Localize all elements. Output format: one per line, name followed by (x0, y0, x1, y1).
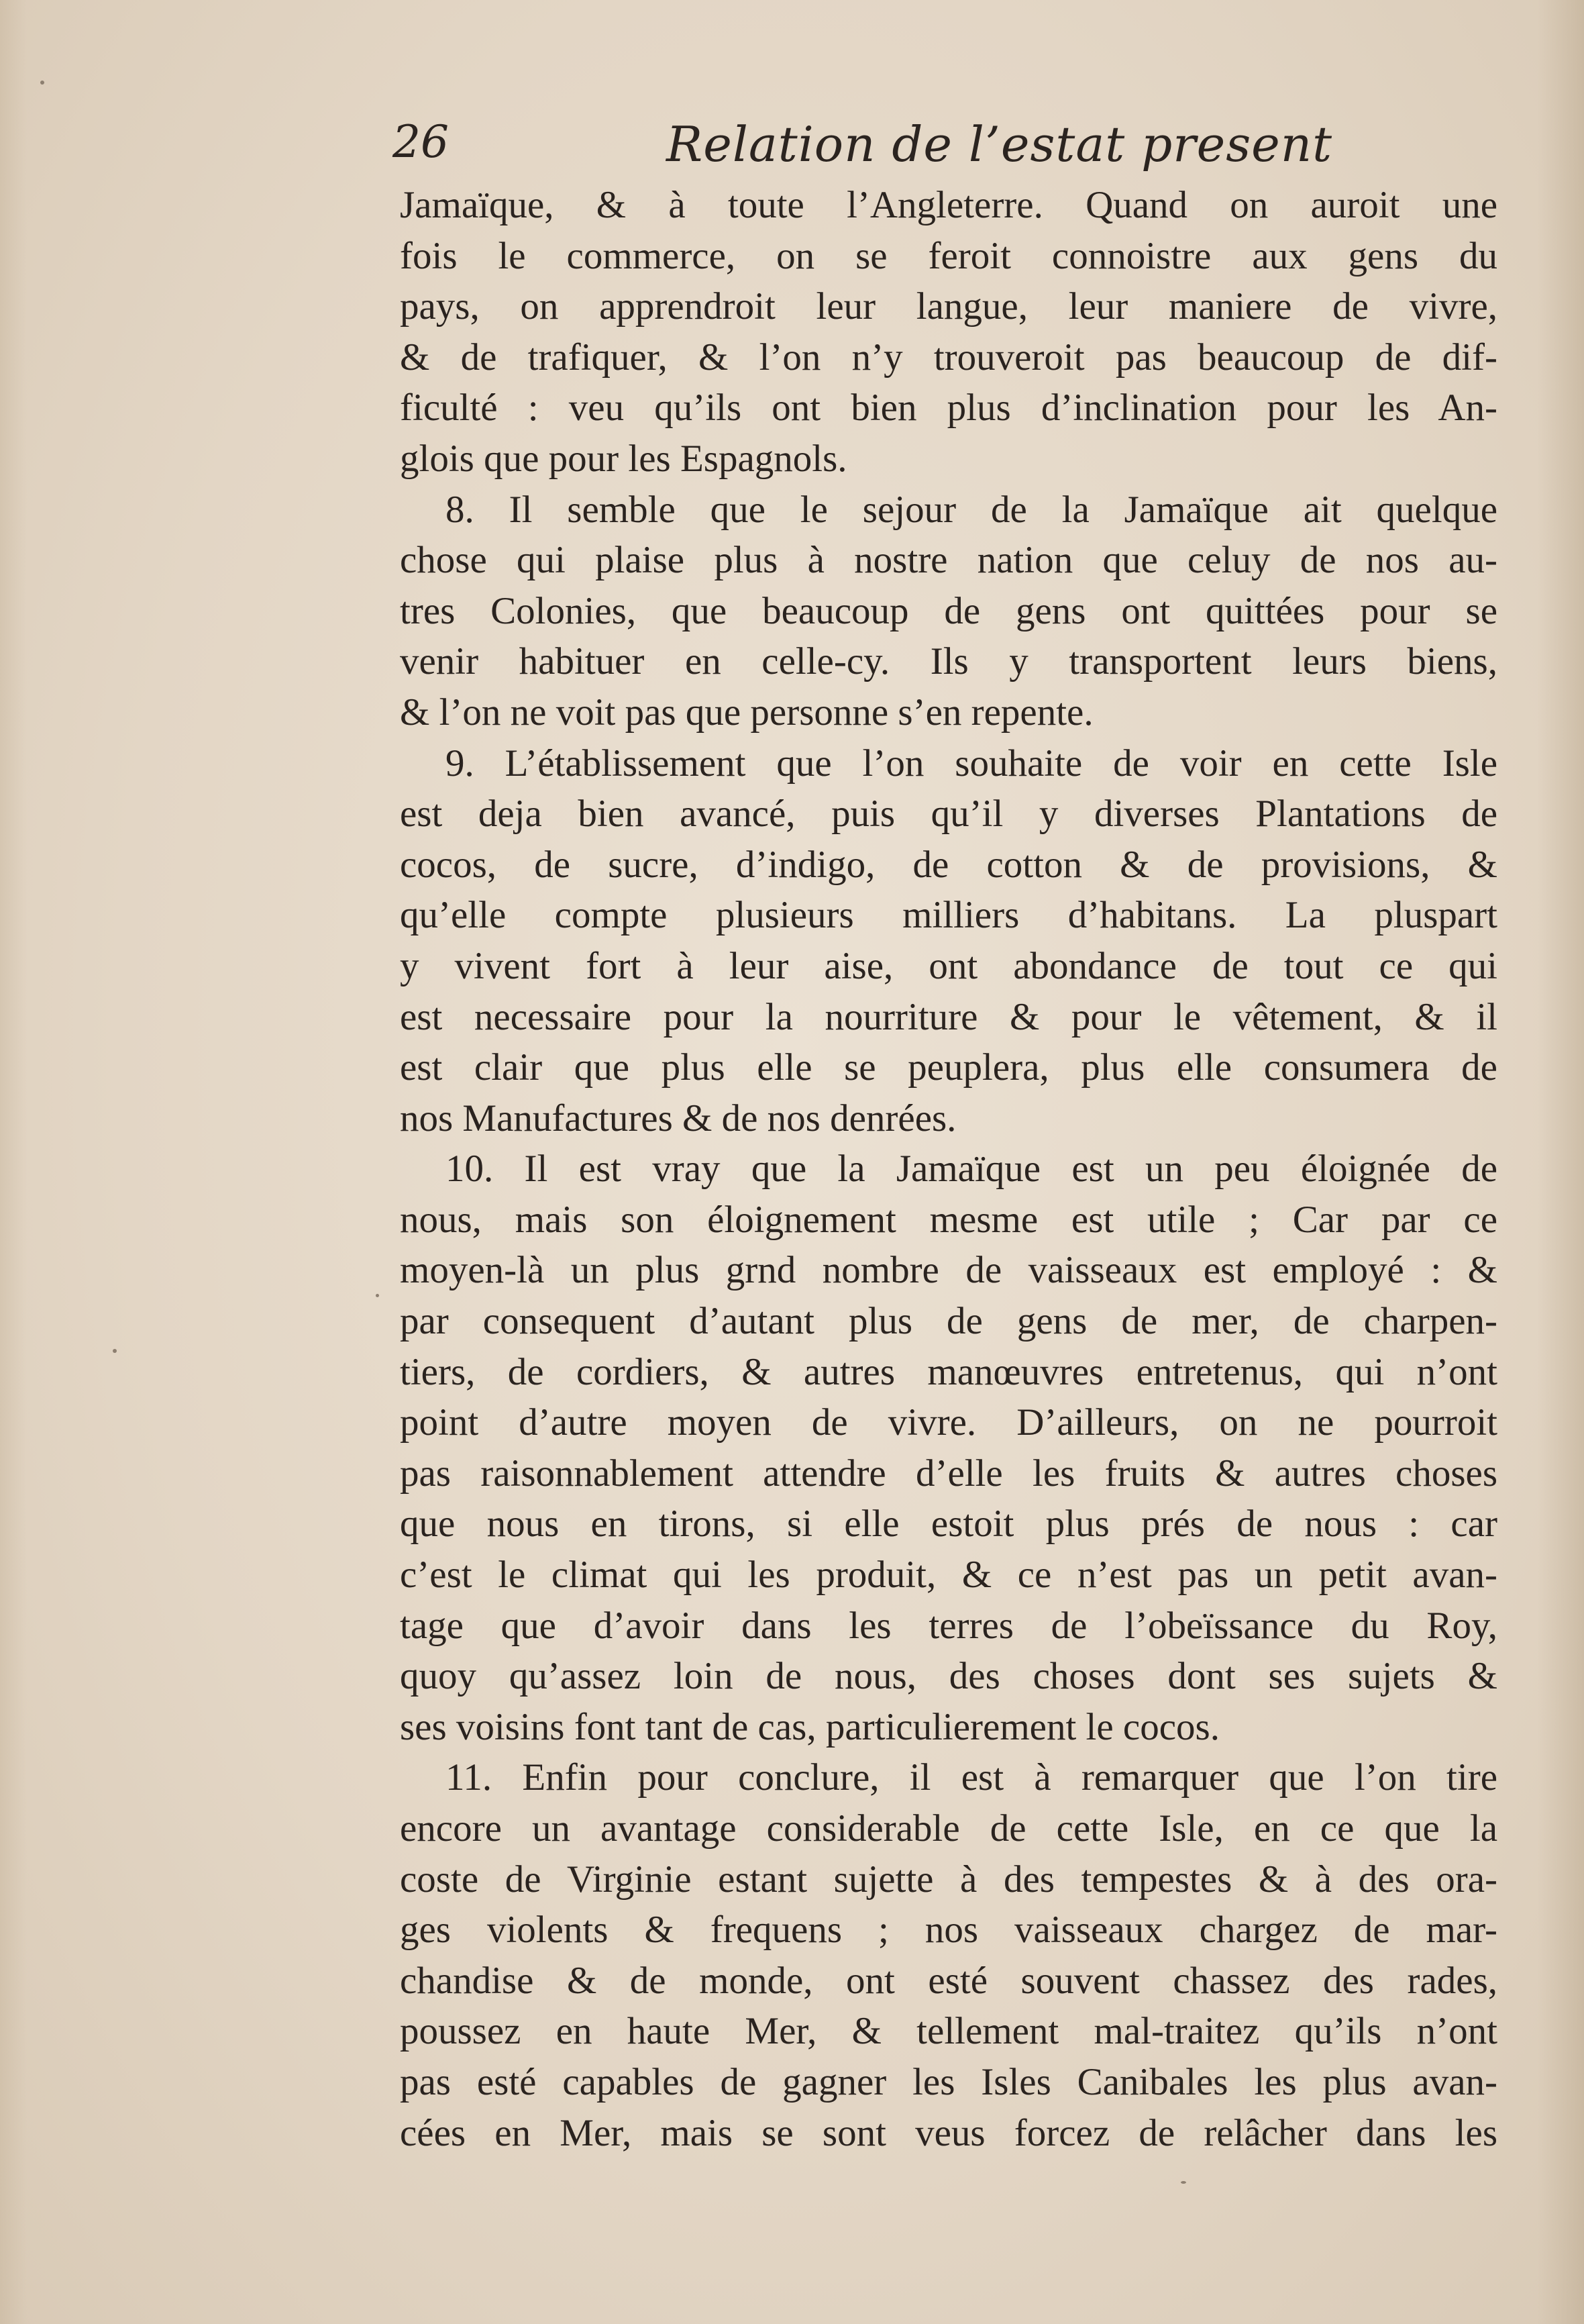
text-line: cées en Mer, mais se sont veus forcez de relâcher dans les (400, 2111, 1497, 2154)
text-line: 10. Il est vray que la Jamaïque est un peu éloignée de (445, 1148, 1497, 1191)
text-line: fois le commerce, on se feroit connoistre aux gens du (400, 234, 1497, 277)
text-line: tres Colonies, que beaucoup de gens ont quittées pour se (400, 589, 1497, 632)
text-line: 11. Enfin pour conclure, il est à remarquer que l’on tire (445, 1756, 1497, 1799)
text-line: pas raisonnablement attendre d’elle les fruits & autres choses (400, 1452, 1497, 1495)
text-line: poussez en haute Mer, & tellement mal-traitez qu’ils n’ont (400, 2010, 1497, 2053)
text-line: coste de Virginie estant sujette à des tempestes & à des ora- (400, 1858, 1497, 1901)
text-line: est necessaire pour la nourriture & pour le vêtement, & il (400, 995, 1497, 1038)
text-line: venir habituer en celle-cy. Ils y transportent leurs biens, (400, 640, 1497, 683)
text-line: glois que pour les Espagnols. (400, 437, 847, 480)
text-line: cocos, de sucre, d’indigo, de cotton & de provisions, & (400, 843, 1497, 886)
text-line: pays, on apprendroit leur langue, leur maniere de vivre, (400, 285, 1497, 328)
text-line: ses voisins font tant de cas, particulierement le cocos. (400, 1705, 1220, 1748)
text-line: nos Manufactures & de nos denrées. (400, 1097, 957, 1140)
text-line: tage que d’avoir dans les terres de l’obeïssance du Roy, (400, 1604, 1497, 1647)
paper-speck (1181, 2181, 1186, 2184)
text-line: y vivent fort à leur aise, ont abondance de tout ce qui (400, 944, 1497, 987)
text-line: moyen-là un plus grnd nombre de vaisseaux est employé : & (400, 1249, 1497, 1292)
text-line: chose qui plaise plus à nostre nation que celuy de nos au- (400, 539, 1497, 582)
text-line: & de trafiquer, & l’on n’y trouveroit pas beaucoup de dif- (400, 336, 1497, 378)
text-line: ges violents & frequens ; nos vaisseaux chargez de mar- (400, 1909, 1497, 1952)
text-line: ficulté : veu qu’ils ont bien plus d’inclination pour les An- (400, 387, 1497, 430)
text-line: c’est le climat qui les produit, & ce n’est pas un petit avan- (400, 1554, 1497, 1597)
page-right-shadow (1537, 0, 1584, 2324)
text-line: & l’on ne voit pas que personne s’en repente. (400, 691, 1094, 734)
text-line: par consequent d’autant plus de gens de mer, de charpen- (400, 1300, 1497, 1343)
text-line: est deja bien avancé, puis qu’il y diverses Plantations de (400, 793, 1497, 836)
page-left-shadow (0, 0, 27, 2324)
text-line: Jamaïque, & à toute l’Angleterre. Quand on auroit une (400, 184, 1497, 226)
text-line: est clair que plus elle se peuplera, plus elle consumera de (400, 1046, 1497, 1089)
paper-speck (376, 1294, 379, 1297)
body-text (400, 180, 1497, 2158)
text-line: 8. Il semble que le sejour de la Jamaïque ait quelque (445, 488, 1497, 531)
text-line: pas esté capables de gagner les Isles Canibales les plus avan- (400, 2060, 1497, 2103)
text-line: que nous en tirons, si elle estoit plus prés de nous : car (400, 1503, 1497, 1546)
text-line: tiers, de cordiers, & autres manœuvres entretenus, qui n’ont (400, 1350, 1497, 1393)
page-number: 26 (392, 116, 449, 168)
text-line: quoy qu’assez loin de nous, des choses dont ses sujets & (400, 1655, 1497, 1698)
text-line: qu’elle compte plusieurs milliers d’habitans. La pluspart (400, 894, 1497, 937)
paper-speck (40, 81, 44, 85)
running-title: Relation de l’estat present (666, 116, 1333, 172)
text-line: point d’autre moyen de vivre. D’ailleurs, on ne pourroit (400, 1401, 1497, 1444)
text-line: 9. L’établissement que l’on souhaite de voir en cette Isle (445, 742, 1497, 785)
text-line: nous, mais son éloignement mesme est utile ; Car par ce (400, 1198, 1497, 1241)
page-header (392, 111, 1493, 185)
paper-speck (113, 1349, 117, 1353)
text-line: encore un avantage considerable de cette Isle, en ce que la (400, 1807, 1497, 1850)
text-line: chandise & de monde, ont esté souvent chassez des rades, (400, 1959, 1497, 2002)
